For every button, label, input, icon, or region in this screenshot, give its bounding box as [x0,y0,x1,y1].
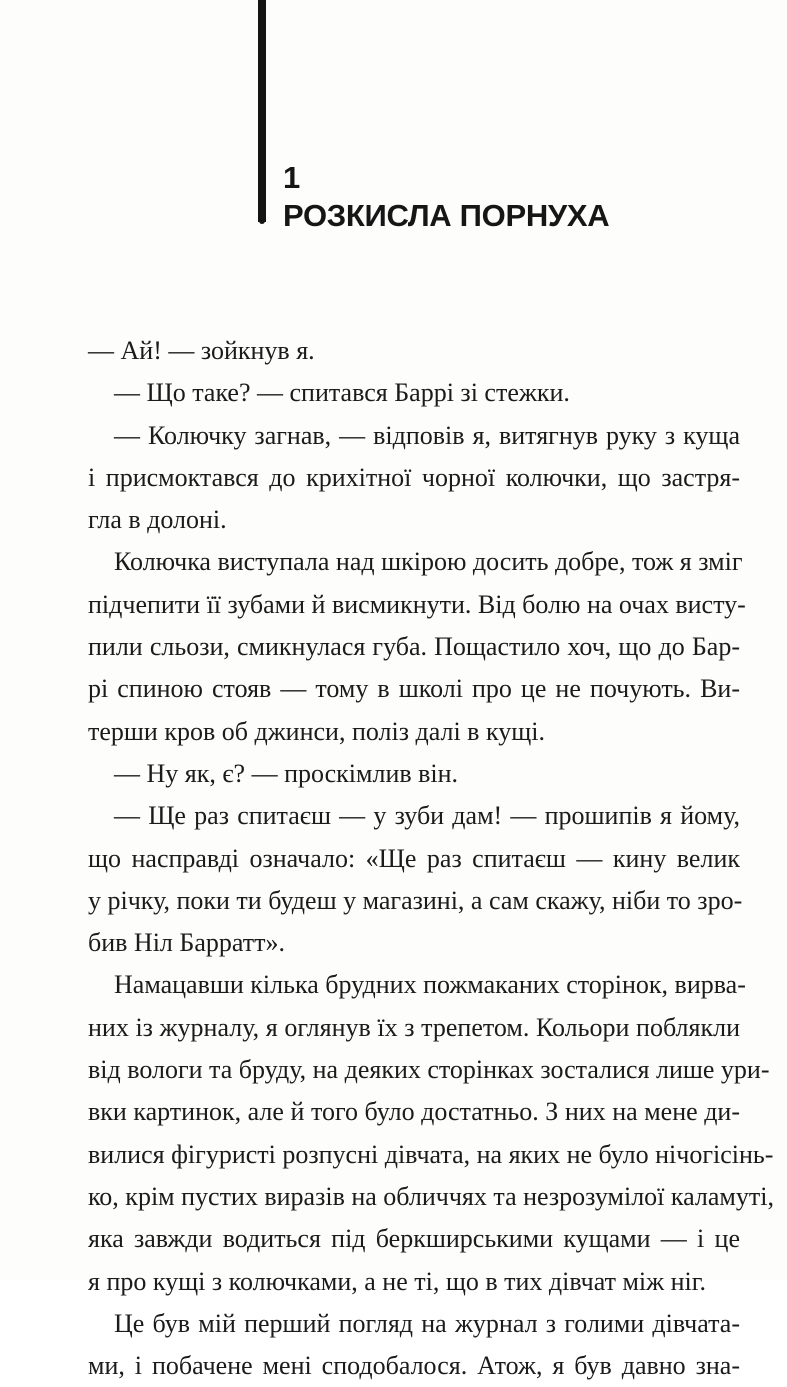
text-line: що насправді означало: «Ще раз спитаєш — кину велик [88,843,740,873]
text-line: і присмоктався до крихітної чорної колючки, що застря- [88,462,740,492]
text-line: — Ну як, є? — проскімлив він. [114,758,459,788]
chapter-bar-decoration [258,0,266,222]
chapter-bar-tip-decoration [259,190,265,224]
text-line: — Що таке? — спитався Баррі зі стежки. [114,378,570,408]
text-line: підчепити її зубами й висмикнути. Від болю на очах висту- [88,589,746,619]
text-line: — Ай! — зойкнув я. [88,336,315,365]
text-line: рі спиною стояв — тому в школі про це не почують. Ви- [88,674,740,704]
text-line: від вологи та бруду, на деяких сторінках зосталися лише ури- [88,1055,770,1085]
text-line: Це був мій перший погляд на журнал з голими дівчата- [114,1308,740,1338]
text-line: вки картинок, але й того було достатньо. З них на мене ди- [88,1097,740,1127]
chapter-title: РОЗКИСЛА ПОРНУХА [283,198,610,233]
text-line: яка завжди водиться під беркширськими кущами — і це [88,1224,740,1254]
text-line: гла в долоні. [88,505,227,535]
text-line: Колючка виступала над шкірою досить добре, тож я зміг [114,547,743,577]
text-line: вилися фігуристі розпусні дівчата, на яких не було нічогісінь- [88,1139,774,1169]
text-line: бив Ніл Барратт». [88,928,285,958]
text-line: Намацавши кілька брудних пожмаканих сторінок, вирва- [114,970,746,1000]
text-line: пили сльози, смикнулася губа. Пощастило хоч, що до Бар- [88,632,740,662]
text-line: у річку, поки ти будеш у магазині, а сам скажу, ніби то зро- [88,885,743,915]
text-line: — Ще раз спитаєш — у зуби дам! — прошипів я йому, [114,801,740,831]
body-text [88,330,774,1387]
text-line: терши кров об джинси, поліз далі в кущі. [88,716,545,746]
text-line: я про кущі з колючками, а не ті, що в тих дівчат між ніг. [88,1266,706,1296]
text-line: ко, крім пустих виразів на обличчях та незрозумілої каламуті, [88,1181,774,1211]
chapter-number: 1 [283,160,301,195]
text-line: — Колючку загнав, — відповів я, витягнув руку з куща [114,420,740,450]
text-line: них із журналу, я оглянув їх з трепетом. Кольори поблякли [88,1012,740,1042]
text-line: ми, і побачене мені сподобалося. Атож, я був давно зна- [88,1351,740,1381]
